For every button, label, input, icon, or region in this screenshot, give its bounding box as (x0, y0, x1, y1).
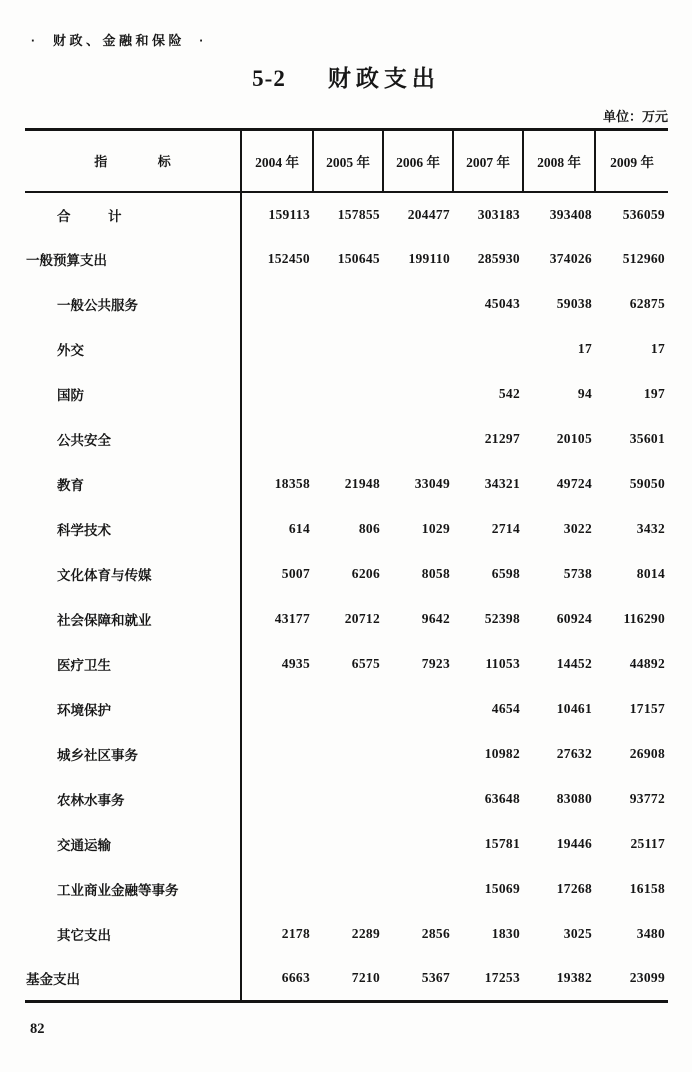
cell-2009: 17 (650, 341, 665, 356)
cell-2004 (241, 327, 313, 372)
row-label: 交通运输 (25, 822, 241, 867)
row-label: 合 计 (25, 192, 241, 237)
cell-2006: 8058 (421, 566, 450, 581)
cell-2004: 152450 (267, 251, 310, 266)
cell-2008: 94 (577, 386, 592, 401)
year-column-header-2007: 2007 年 (453, 130, 523, 192)
cell-2005: 20712 (344, 611, 380, 626)
cell-2008: 10461 (556, 701, 592, 716)
cell-2009: 23099 (629, 970, 665, 986)
cell-2009: 3432 (636, 521, 665, 536)
table-row (25, 462, 668, 507)
cell-2009: 59050 (629, 476, 665, 491)
table-row (25, 552, 668, 597)
cell-2006 (383, 282, 453, 327)
cell-2005 (313, 417, 383, 462)
cell-2008: 374026 (549, 251, 592, 266)
table-title: 财政支出 (327, 65, 440, 91)
year-column-header-2005: 2005 年 (313, 130, 383, 192)
cell-2006: 199110 (408, 251, 450, 266)
cell-2008: 5738 (563, 566, 592, 581)
cell-2004: 18358 (274, 476, 310, 491)
cell-2005: 2289 (351, 926, 380, 941)
cell-2007: 11053 (485, 656, 520, 671)
cell-2007: 10982 (484, 746, 520, 761)
cell-2004: 159113 (268, 206, 310, 222)
indicator-column-header: 指 标 (25, 130, 241, 192)
page-number: 82 (30, 1021, 45, 1037)
cell-2005: 21948 (344, 476, 380, 491)
cell-2006: 9642 (421, 611, 450, 626)
cell-2007: 34321 (484, 476, 520, 491)
table-row (25, 687, 668, 732)
cell-2005: 6206 (351, 566, 380, 581)
cell-2009: 35601 (629, 431, 665, 446)
cell-2004: 614 (288, 521, 310, 536)
cell-2006: 5367 (421, 970, 450, 986)
cell-2007: 15069 (484, 881, 520, 896)
row-label: 城乡社区事务 (25, 732, 241, 777)
cell-2008: 83080 (556, 791, 592, 806)
cell-2008: 14452 (556, 656, 592, 671)
table-row (25, 192, 668, 237)
cell-2008: 19446 (556, 836, 592, 851)
cell-2007: 4654 (491, 701, 520, 716)
cell-2005 (313, 372, 383, 417)
cell-2009: 512960 (622, 251, 665, 266)
cell-2006: 7923 (421, 656, 450, 671)
cell-2006 (383, 687, 453, 732)
table-row (25, 642, 668, 687)
table-row (25, 957, 668, 1002)
row-label: 国防 (25, 372, 241, 417)
cell-2006 (383, 822, 453, 867)
cell-2009: 25117 (630, 836, 665, 851)
table-row (25, 327, 668, 372)
cell-2008: 17 (577, 341, 592, 356)
cell-2009: 93772 (629, 791, 665, 806)
cell-2005 (313, 687, 383, 732)
cell-2006: 1029 (421, 521, 450, 536)
cell-2007: 1830 (491, 926, 520, 941)
cell-2008: 19382 (556, 970, 592, 986)
row-label: 环境保护 (25, 687, 241, 732)
row-label: 工业商业金融等事务 (25, 867, 241, 912)
cell-2009: 3480 (636, 926, 665, 941)
cell-2008: 49724 (556, 476, 592, 491)
cell-2004 (241, 372, 313, 417)
cell-2006 (383, 372, 453, 417)
cell-2006: 204477 (407, 206, 450, 222)
fiscal-expenditure-table (25, 128, 668, 1003)
table-row (25, 507, 668, 552)
cell-2006: 2856 (421, 926, 450, 941)
cell-2005: 157855 (337, 206, 380, 222)
year-column-header-2004: 2004 年 (241, 130, 313, 192)
cell-2007: 285930 (477, 251, 520, 266)
table-row (25, 417, 668, 462)
cell-2007: 17253 (484, 970, 520, 986)
cell-2009: 197 (643, 386, 665, 401)
table-row (25, 372, 668, 417)
cell-2007: 2714 (491, 521, 520, 536)
cell-2005 (313, 867, 383, 912)
row-label: 科学技术 (25, 507, 241, 552)
cell-2007: 45043 (484, 296, 520, 311)
cell-2006 (383, 417, 453, 462)
cell-2004 (241, 417, 313, 462)
cell-2004: 4935 (281, 656, 310, 671)
row-label: 医疗卫生 (25, 642, 241, 687)
cell-2004 (241, 777, 313, 822)
cell-2009: 62875 (629, 296, 665, 311)
cell-2005: 806 (358, 521, 380, 536)
cell-2007: 21297 (484, 431, 520, 446)
cell-2005 (313, 777, 383, 822)
table-row (25, 282, 668, 327)
cell-2006 (383, 777, 453, 822)
cell-2007: 542 (498, 386, 520, 401)
row-label: 社会保障和就业 (25, 597, 241, 642)
cell-2004 (241, 687, 313, 732)
cell-2009: 536059 (622, 206, 665, 222)
table-row (25, 597, 668, 642)
table-row (25, 822, 668, 867)
cell-2004: 5007 (281, 566, 310, 581)
table-body (25, 192, 668, 1002)
cell-2004: 6663 (281, 970, 310, 986)
cell-2007: 15781 (484, 836, 520, 851)
cell-2009: 116290 (623, 611, 665, 626)
year-column-header-2009: 2009 年 (595, 130, 668, 192)
cell-2008: 3025 (563, 926, 592, 941)
cell-2005: 6575 (351, 656, 380, 671)
row-label: 农林水事务 (25, 777, 241, 822)
table-row (25, 912, 668, 957)
cell-2004 (241, 282, 313, 327)
cell-2007 (453, 327, 523, 372)
year-column-header-2006: 2006 年 (383, 130, 453, 192)
cell-2006 (383, 732, 453, 777)
cell-2008: 27632 (556, 746, 592, 761)
section-header: · 财政、金融和保险 · (31, 33, 208, 48)
cell-2005 (313, 822, 383, 867)
table-row (25, 777, 668, 822)
row-label: 外交 (25, 327, 241, 372)
row-label: 基金支出 (25, 957, 241, 1002)
cell-2005: 7210 (351, 970, 380, 986)
table-header-row (25, 130, 668, 192)
cell-2008: 20105 (556, 431, 592, 446)
cell-2007: 303183 (477, 206, 520, 222)
cell-2004: 2178 (281, 926, 310, 941)
unit-label: 单位：万元 (602, 109, 668, 124)
row-label: 其它支出 (25, 912, 241, 957)
cell-2006 (383, 867, 453, 912)
cell-2006 (383, 327, 453, 372)
cell-2009: 17157 (629, 701, 665, 716)
cell-2005 (313, 732, 383, 777)
cell-2006: 33049 (414, 476, 450, 491)
cell-2009: 26908 (629, 746, 665, 761)
cell-2005: 150645 (337, 251, 380, 266)
row-label: 一般预算支出 (25, 237, 241, 282)
table-number: 5-2 (252, 66, 286, 91)
cell-2004: 43177 (274, 611, 310, 626)
table-row (25, 867, 668, 912)
cell-2007: 52398 (484, 611, 520, 626)
cell-2009: 44892 (629, 656, 665, 671)
row-label: 文化体育与传媒 (25, 552, 241, 597)
cell-2007: 6598 (491, 566, 520, 581)
cell-2004 (241, 822, 313, 867)
cell-2008: 17268 (556, 881, 592, 896)
cell-2004 (241, 867, 313, 912)
table-row (25, 237, 668, 282)
cell-2005 (313, 327, 383, 372)
table-row (25, 732, 668, 777)
row-label: 教育 (25, 462, 241, 507)
page-title (0, 60, 692, 93)
row-label: 公共安全 (25, 417, 241, 462)
cell-2007: 63648 (484, 791, 520, 806)
cell-2009: 16158 (629, 881, 665, 896)
cell-2008: 59038 (556, 296, 592, 311)
year-column-header-2008: 2008 年 (523, 130, 595, 192)
cell-2008: 60924 (556, 611, 592, 626)
cell-2005 (313, 282, 383, 327)
cell-2004 (241, 732, 313, 777)
cell-2008: 3022 (563, 521, 592, 536)
cell-2008: 393408 (549, 206, 592, 222)
row-label: 一般公共服务 (25, 282, 241, 327)
cell-2009: 8014 (636, 566, 665, 581)
